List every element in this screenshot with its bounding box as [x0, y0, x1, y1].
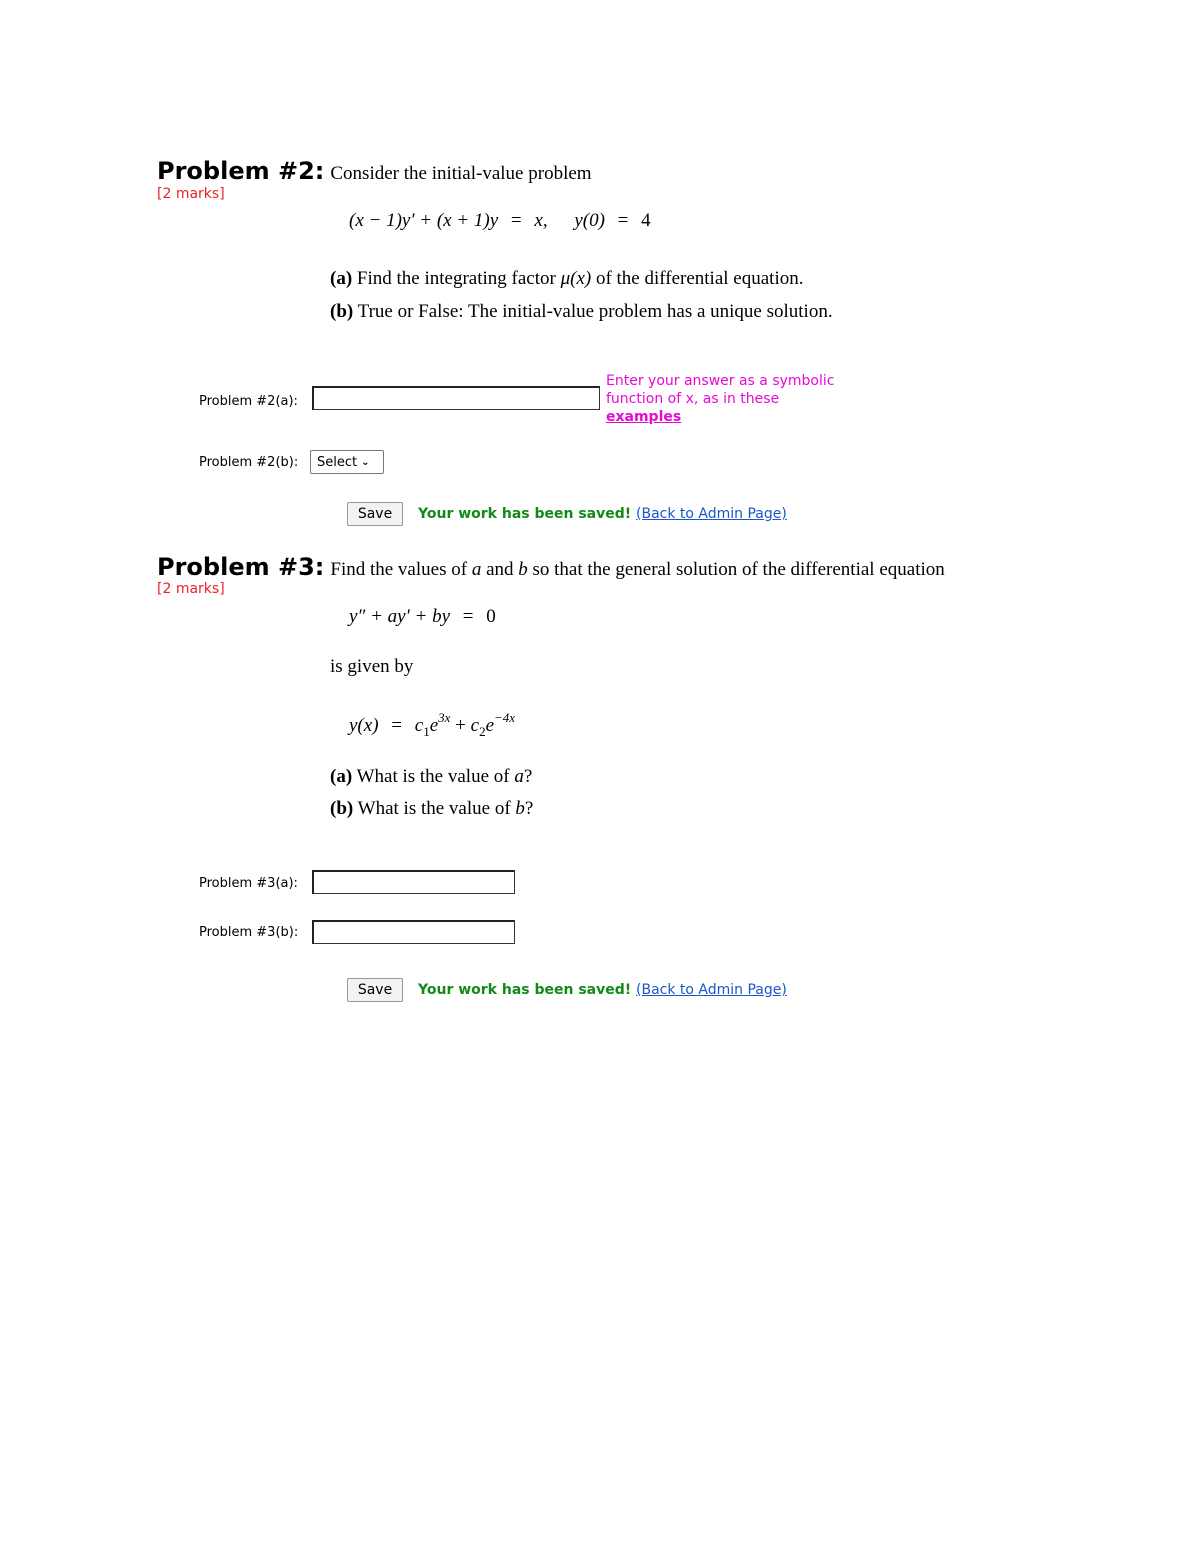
- problem-3-marks: [2 marks]: [157, 581, 225, 597]
- problem-2-intro: Consider the initial-value problem: [330, 163, 592, 184]
- solution-e1: e: [429, 715, 439, 736]
- equation-equals: =: [510, 210, 522, 231]
- solution-plus: +: [455, 715, 466, 736]
- problem-3-part-a: [330, 765, 532, 789]
- problem-2b-label: Problem #2(b):: [199, 455, 299, 470]
- hint-text: Enter your answer as a symbolic function of x, as in these: [606, 373, 835, 407]
- back-to-admin-link[interactable]: (Back to Admin Page): [636, 506, 787, 522]
- solution-exp2: −4x: [494, 710, 516, 725]
- ode-rhs: 0: [486, 606, 496, 627]
- intro-and: and: [486, 559, 514, 580]
- initial-condition-lhs: y(0): [574, 210, 605, 231]
- solution-lhs: y(x): [349, 715, 379, 736]
- part-b-var: b: [515, 798, 525, 819]
- part-a-var: a: [514, 766, 524, 787]
- part-b-post: ?: [524, 798, 534, 819]
- solution-c2: c: [470, 715, 480, 736]
- solution-c1-sub: 1: [423, 724, 430, 739]
- part-b-text: True or False: The initial-value problem has a unique solution.: [357, 301, 833, 322]
- problem-3-ode: [349, 605, 496, 629]
- select-value: Select: [317, 454, 358, 470]
- problem-2-heading: [157, 157, 592, 188]
- problem-3-save-button[interactable]: Save: [347, 978, 403, 1002]
- problem-3-title: Problem #3:: [157, 553, 325, 581]
- saved-message: Your work has been saved!: [418, 982, 632, 998]
- equation-rhs: x,: [534, 210, 548, 231]
- part-a-mu: μ(x): [560, 268, 592, 289]
- problem-2-marks: [2 marks]: [157, 186, 225, 202]
- part-a-post: of the differential equation.: [595, 268, 804, 289]
- chevron-down-icon: ⌄: [361, 456, 370, 468]
- intro-post: so that the general solution of the differential equation: [532, 559, 945, 580]
- part-b-pre: What is the value of: [357, 798, 511, 819]
- problem-3b-input[interactable]: [312, 920, 515, 944]
- part-a-pre: Find the integrating factor: [356, 268, 556, 289]
- problem-2-part-a: [330, 267, 803, 291]
- problem-2-save-button[interactable]: Save: [347, 502, 403, 526]
- problem-3a-label: Problem #3(a):: [199, 876, 298, 891]
- problem-2-part-b: [330, 300, 833, 324]
- solution-exp1: 3x: [438, 710, 451, 725]
- examples-link[interactable]: examples: [606, 409, 682, 425]
- equation-lhs: (x − 1)y′ + (x + 1)y: [349, 210, 499, 231]
- solution-c1: c: [414, 715, 424, 736]
- problem-3-solution: [349, 706, 515, 744]
- var-b: b: [518, 559, 528, 580]
- problem-2b-select[interactable]: [310, 450, 384, 474]
- solution-equals: =: [391, 715, 402, 736]
- problem-2a-label: Problem #2(a):: [199, 394, 298, 409]
- intro-pre: Find the values of: [330, 559, 468, 580]
- initial-condition-equals: =: [617, 210, 629, 231]
- problem-3a-input[interactable]: [312, 870, 515, 894]
- part-a-label: (a): [330, 766, 353, 787]
- part-a-post: ?: [523, 766, 533, 787]
- problem-2-title: Problem #2:: [157, 157, 325, 185]
- back-to-admin-link[interactable]: (Back to Admin Page): [636, 982, 787, 998]
- problem-2-equation: [349, 209, 651, 233]
- ode-lhs: y″ + ay′ + by: [349, 606, 451, 627]
- part-b-label: (b): [330, 301, 354, 322]
- problem-3-intro: [330, 559, 944, 580]
- part-a-label: (a): [330, 268, 353, 289]
- ode-equals: =: [462, 606, 474, 627]
- part-b-label: (b): [330, 798, 354, 819]
- initial-condition-rhs: 4: [641, 210, 651, 231]
- solution-e2: e: [485, 715, 494, 736]
- problem-3-save-status: [418, 982, 787, 998]
- problem-2a-input[interactable]: [312, 386, 600, 410]
- solution-c2-sub: 2: [479, 724, 486, 739]
- problem-3-is-given-by: is given by: [330, 656, 414, 677]
- problem-3-heading: [157, 553, 945, 584]
- problem-3b-label: Problem #3(b):: [199, 925, 299, 940]
- part-a-pre: What is the value of: [356, 766, 510, 787]
- problem-3-part-b: [330, 797, 533, 821]
- problem-2-save-status: [418, 506, 787, 522]
- var-a: a: [471, 559, 482, 580]
- problem-2a-hint: [606, 372, 856, 426]
- saved-message: Your work has been saved!: [418, 506, 632, 522]
